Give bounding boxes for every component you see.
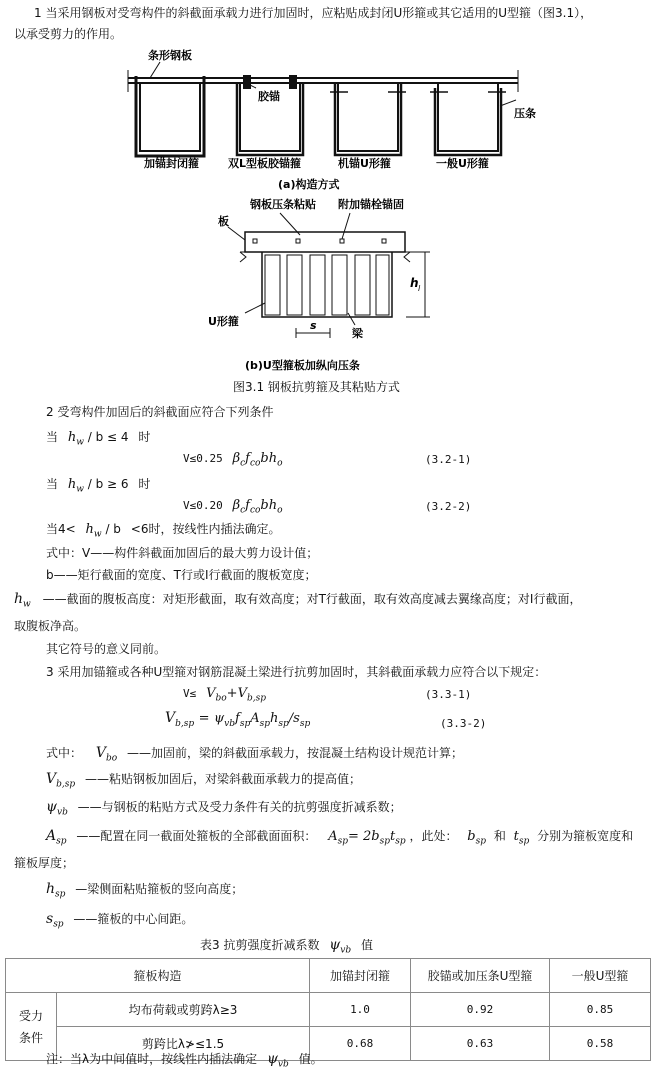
eq4-f-sub: sp — [239, 718, 251, 729]
eq4-lhs: V — [165, 710, 176, 726]
eq4-number: (3.3-2) — [440, 717, 487, 730]
eq1-number: (3.2-1) — [425, 453, 472, 466]
eq1-bh: bh — [260, 451, 278, 466]
eq3-prefix: V≤ — [183, 687, 197, 700]
def6-text: ——粘贴钢板加固后，对梁斜截面承载力的提高值； — [84, 772, 361, 786]
def7-sym: ψ — [46, 799, 57, 815]
table-title-pre: 表3 抗剪强度折减系数 — [200, 938, 320, 952]
eq4-psi: ψ — [213, 711, 225, 726]
cond3-tail: <6时，按线性内插法确定。 — [130, 522, 281, 536]
eq3-s1: bo — [215, 693, 227, 704]
equation-3-2-1 — [183, 451, 283, 468]
caption-general-u: 一般U形箍 — [436, 157, 489, 170]
def8-and: 和 — [493, 829, 506, 843]
def3-sub: w — [23, 599, 31, 610]
eq3-s2: b,sp — [246, 693, 266, 704]
header-anchored-closed: 加锚封闭箍 — [310, 959, 411, 993]
header-stirrup-type: 箍板构造 — [6, 959, 310, 993]
eq1-prefix: V≤0.25 — [183, 452, 223, 465]
def8-tail: 分别为箍板宽度和 — [537, 829, 634, 843]
note-sym: ψ — [266, 1051, 278, 1067]
def8-eq-a: A — [328, 829, 338, 844]
def9-sub: sp — [55, 889, 66, 900]
cond2-h: h — [67, 477, 77, 492]
cell-value: 0.58 — [550, 1027, 651, 1061]
cell-value: 1.0 — [310, 993, 411, 1027]
intro-line-1: 1 当采用钢板对受弯构件的斜截面承载力进行加固时，应粘贴成封闭U形箍或其它适用的U型箍（图3.1）， — [34, 6, 593, 20]
eq2-sub3: o — [277, 505, 283, 516]
cond3-rest: / b — [105, 522, 121, 536]
def8-eq-t: t — [389, 829, 396, 844]
definition-vbsp — [46, 770, 361, 789]
table-title-sym: ψ — [329, 937, 341, 953]
def8-eq-b-sub: sp — [379, 836, 390, 847]
eq4-f: f — [235, 711, 240, 726]
def8-eq-t-sub: sp — [395, 836, 406, 847]
eq2-f: f — [245, 498, 250, 513]
cond3-h: h — [85, 522, 94, 537]
caption-double-l: 双L型板胶锚箍 — [228, 157, 302, 170]
eq1-f: f — [245, 451, 250, 466]
header-general-u: 一般U型箍 — [550, 959, 651, 993]
table-note — [46, 1050, 323, 1069]
cond3-sub: w — [93, 529, 102, 540]
eq3-v2: V — [237, 686, 247, 701]
label-height: h — [410, 276, 419, 290]
def6-sub: b,sp — [56, 779, 76, 790]
label-strip-plate: 条形钢板 — [148, 49, 192, 62]
condition-1 — [46, 428, 150, 447]
eq4-h-sub: sp — [278, 718, 289, 729]
header-glue-u: 胶锚或加压条U型箍 — [411, 959, 550, 993]
eq2-sub1: c — [240, 505, 246, 516]
def7-text: ——与钢板的粘贴方式及受力条件有关的抗剪强度折减系数； — [77, 800, 402, 814]
cond2-sub: w — [76, 484, 84, 495]
def8-text: ——配置在同一截面处箍板的全部截面面积： — [76, 829, 317, 843]
definition-hw-cont: 取腹板净高。 — [14, 619, 87, 633]
definition-vbo — [46, 744, 463, 763]
definition-asp-cont: 箍板厚度； — [14, 856, 75, 870]
definition-ssp — [46, 910, 193, 929]
note-pre: 注：当λ为中间值时，按线性内插法确定 — [46, 1052, 258, 1066]
cell-value: 0.85 — [550, 993, 651, 1027]
def8-b-sub: sp — [475, 836, 486, 847]
note-post: 值。 — [298, 1052, 323, 1066]
def8-b: b — [467, 829, 476, 844]
figure-b-u-stirrup — [200, 195, 450, 375]
section-3-intro: 3 采用加锚箍或各种U型箍对钢筋混凝土梁进行抗剪加固时，其斜截面承载力应符合以下规定： — [46, 665, 547, 679]
eq2-number: (3.2-2) — [425, 500, 472, 513]
figure-a-title: (a)构造方式 — [278, 178, 340, 191]
cond2-lead: 当 — [46, 477, 59, 491]
cond2-rest: / b ≥ 6 — [87, 477, 129, 491]
caption-mech-u: 机锚U形箍 — [338, 157, 391, 170]
eq4-a-sub: sp — [259, 718, 270, 729]
caption-anchored-closed: 加锚封闭箍 — [144, 157, 199, 170]
label-glue-anchor: 胶锚 — [258, 90, 280, 103]
cond1-rest: / b ≤ 4 — [87, 430, 129, 444]
condition-3 — [46, 520, 280, 539]
def6-sym: V — [46, 771, 57, 787]
cond3-lead: 当4< — [46, 522, 76, 536]
def8-t: t — [513, 829, 519, 844]
def5-sub: bo — [105, 753, 118, 764]
definition-hw — [14, 590, 581, 609]
group-load-condition: 受力 条件 — [6, 993, 57, 1061]
eq4-a: A — [250, 711, 260, 726]
def9-sym: h — [46, 881, 56, 897]
eq1-sub1: c — [240, 458, 246, 469]
table-row — [6, 993, 651, 1027]
eq4-lhs-sub: b,sp — [175, 718, 195, 729]
table-title-post: 值 — [360, 938, 373, 952]
def10-sub: sp — [53, 919, 64, 930]
eq2-bh: bh — [260, 498, 278, 513]
cell-value: 0.92 — [411, 993, 550, 1027]
table-title-sub: vb — [340, 945, 352, 956]
def3-sym: h — [14, 591, 24, 607]
def8-mid: ，此处： — [409, 829, 458, 843]
def8-sym: A — [46, 828, 57, 844]
def8-t-sub: sp — [518, 836, 530, 847]
row-label: 剪跨比λ≯≤1.5 — [57, 1027, 310, 1061]
label-spacing-s: s — [310, 319, 317, 332]
def5-lead: 式中： — [46, 746, 83, 760]
cond1-tail: 时 — [138, 430, 151, 444]
table-header-row — [6, 959, 651, 993]
equation-3-2-2 — [183, 498, 283, 515]
figure-a-construction — [120, 48, 536, 193]
eq4-eq: = — [198, 711, 210, 726]
eq3-number: (3.3-1) — [425, 688, 472, 701]
label-slab: 板 — [218, 215, 229, 228]
eq3-plus: + — [226, 686, 238, 701]
eq1-sub3: o — [277, 458, 283, 469]
cell-value: 0.63 — [411, 1027, 550, 1061]
cond1-sub: w — [76, 437, 84, 448]
label-strip-bonding: 钢板压条粘贴 — [250, 198, 316, 211]
equation-3-3-1 — [183, 686, 266, 703]
section-2-intro: 2 受弯构件加固后的斜截面应符合下列条件 — [46, 405, 274, 419]
note-sub: vb — [277, 1059, 289, 1070]
eq2-sub2: co — [249, 505, 261, 516]
figure-b-title: (b)U型箍板加纵向压条 — [245, 359, 360, 372]
label-press-strip: 压条 — [514, 107, 536, 120]
reduction-factor-table — [5, 958, 651, 1061]
table-title — [200, 936, 373, 955]
eq3-v1: V — [206, 686, 216, 701]
eq4-psi-sub: vb — [224, 718, 236, 729]
intro-paragraph — [14, 3, 654, 45]
eq2-prefix: V≤0.20 — [183, 499, 223, 512]
def10-sym: s — [46, 911, 54, 927]
figure-caption: 图3.1 钢板抗剪箍及其粘贴方式 — [233, 380, 400, 394]
label-beam: 梁 — [352, 327, 363, 340]
def8-eq-a-sub: sp — [337, 836, 348, 847]
eq1-sub2: co — [249, 458, 261, 469]
eq2-beta: β — [232, 498, 241, 513]
def5-text: ——加固前，梁的斜截面承载力，按混凝土结构设计规范计算； — [126, 746, 463, 760]
def9-text: —梁侧面粘贴箍板的竖向高度； — [75, 882, 244, 896]
label-u-stirrup: U形箍 — [208, 315, 239, 328]
cell-value: 0.68 — [310, 1027, 411, 1061]
def3-text: ——截面的腹板高度：对矩形截面，取有效高度；对T行截面，取有效高度减去翼缘高度；对I行截面， — [42, 592, 582, 606]
row-label: 均布荷载或剪跨λ≥3 — [57, 993, 310, 1027]
label-height-sub: l — [418, 284, 421, 293]
definition-v: 式中：V——构件斜截面加固后的最大剪力设计值； — [46, 546, 319, 560]
cond1-lead: 当 — [46, 430, 59, 444]
definition-psi — [46, 798, 402, 817]
definition-asp — [46, 827, 633, 846]
condition-2 — [46, 475, 150, 494]
equation-3-3-2 — [165, 710, 310, 729]
intro-line-2: 以承受剪力的作用。 — [14, 27, 123, 41]
def10-text: ——箍板的中心间距。 — [73, 912, 194, 926]
definition-hsp — [46, 880, 243, 899]
definition-other: 其它符号的意义同前。 — [46, 642, 167, 656]
cond2-tail: 时 — [138, 477, 151, 491]
def5-sym: V — [95, 745, 106, 761]
def8-sub: sp — [56, 836, 67, 847]
label-extra-bolt: 附加锚栓锚固 — [338, 198, 404, 211]
eq1-beta: β — [232, 451, 241, 466]
definition-b: b——矩行截面的宽度、T行或I行截面的腹板宽度； — [46, 568, 317, 582]
eq4-s-sub: sp — [299, 718, 311, 729]
def8-eq-rest: = 2b — [347, 829, 380, 844]
eq4-h: h — [270, 711, 279, 726]
cond1-h: h — [67, 430, 77, 445]
eq4-slash: / — [288, 711, 294, 726]
eq4-s: s — [293, 711, 300, 726]
def7-sub: vb — [56, 807, 68, 818]
